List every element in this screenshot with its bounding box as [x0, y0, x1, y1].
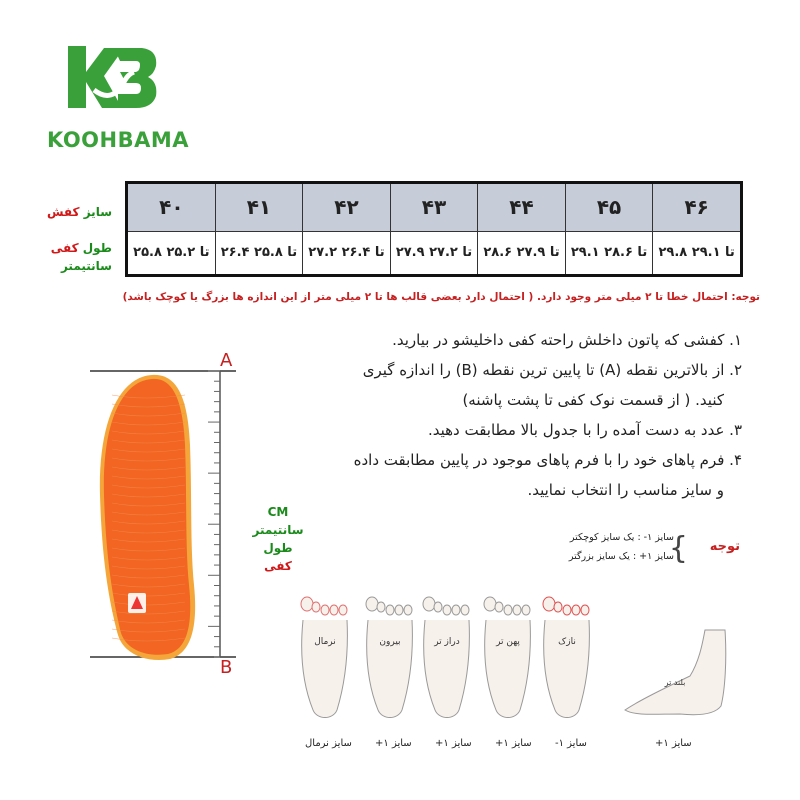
foot-type-label: بیرون — [379, 637, 401, 647]
note-title: توجه — [709, 539, 740, 554]
foot-side-drawing — [625, 630, 726, 715]
brace-icon: } — [668, 531, 688, 566]
foot-type-label: نرمال — [314, 637, 336, 647]
shoe-size-row-label — [47, 203, 112, 221]
length-cell: ۲۹.۱ تا ۲۸.۶ — [565, 231, 653, 275]
cm-label — [248, 503, 308, 575]
instruction-line: ۴. فرم پاهای خود را با فرم پاهای موجود در پایین مطابقت داده — [353, 451, 742, 469]
foot-type-label: بلند تر — [664, 678, 686, 687]
size-cell: ۴۵ — [565, 183, 653, 232]
instruction-line: ۲. از بالاترین نقطه (A) تا پایین ترین نقطه (B) را اندازه گیری — [362, 361, 742, 379]
foot-size-caption: سایز ۱+ — [375, 738, 412, 749]
foot-shapes-illustration — [295, 580, 735, 780]
note-item: سایز ۱- : یک سایز کوچکتر — [569, 532, 674, 543]
length-cell: ۲۸.۶ تا ۲۷.۹ — [478, 231, 566, 275]
size-table — [125, 181, 743, 277]
label-centimeter-word: سانتیمتر — [60, 259, 112, 273]
foot-size-caption: سایز ۱+ — [495, 738, 532, 749]
foot-drawing — [366, 597, 412, 718]
tolerance-note: توجه: احتمال خطا تا ۲ میلی متر وجود دارد. ( احتمال دارد بعضی قالب ها تا ۲ میلی متر از این اندازه ها بزرگ یا کوچک باشد) — [122, 291, 760, 303]
instruction-line: ۳. عدد به دست آمده را با جدول بالا مطابقت دهید. — [427, 421, 742, 439]
brand-logo — [38, 40, 198, 160]
insole-length-row-label — [51, 239, 112, 275]
instruction-line: و سایز مناسب را انتخاب نمایید. — [527, 481, 724, 499]
foot-size-caption: سایز نرمال — [305, 738, 352, 749]
foot-size-caption: سایز ۱- — [555, 738, 587, 749]
length-cell: ۲۷.۹ تا ۲۷.۲ — [390, 231, 478, 275]
label-shoe-word: کفش — [46, 205, 80, 219]
cm-insole-text: کفی — [264, 559, 292, 573]
note-item: سایز ۱+ : یک سایز بزرگتر — [568, 551, 674, 562]
foot-type-label: پهن تر — [496, 637, 520, 647]
koohbama-logo-icon — [64, 42, 160, 114]
point-a-label: A — [220, 350, 233, 371]
foot-size-caption: سایز ۱+ — [655, 738, 692, 749]
size-cell: ۴۳ — [390, 183, 478, 232]
length-cell: ۲۷.۲ تا ۲۶.۴ — [303, 231, 391, 275]
point-b-label: B — [220, 657, 233, 678]
cm-centimeter-text: سانتیمتر — [252, 523, 304, 537]
cm-length-text: طول — [263, 541, 293, 555]
measurement-instructions — [302, 325, 742, 505]
length-cell: ۲۵.۸ تا ۲۵.۲ — [127, 231, 216, 275]
insole-ruler-illustration — [90, 355, 250, 685]
foot-drawing — [423, 597, 469, 718]
size-cell: ۴۴ — [478, 183, 566, 232]
instruction-line: کنید. ( از قسمت نوک کفی تا پشت پاشنه) — [462, 391, 724, 409]
foot-type-label: نازک — [558, 637, 576, 647]
size-adjust-note — [560, 527, 740, 577]
label-insole-word: کفی — [50, 241, 79, 255]
label-length-word: طول — [82, 241, 112, 255]
cm-unit-text: CM — [267, 505, 289, 519]
size-cell: ۴۲ — [303, 183, 391, 232]
size-cell: ۴۰ — [127, 183, 216, 232]
foot-size-caption: سایز ۱+ — [435, 738, 472, 749]
foot-drawing — [301, 597, 347, 718]
brand-name: KOOHBAMA — [46, 128, 190, 152]
size-cell: ۴۶ — [653, 183, 742, 232]
size-cell: ۴۱ — [215, 183, 303, 232]
foot-drawing — [543, 597, 589, 718]
size-row — [127, 183, 742, 232]
length-cell: ۲۹.۸ تا ۲۹.۱ — [653, 231, 742, 275]
foot-type-label: دراز تر — [434, 637, 460, 647]
length-row — [127, 231, 742, 275]
label-size-word: سایز — [83, 205, 112, 219]
instruction-line: ۱. کفشی که پاتون داخلش راحته کفی داخلیشو در بیارید. — [392, 331, 742, 349]
length-cell: ۲۶.۴ تا ۲۵.۸ — [215, 231, 303, 275]
foot-drawing — [484, 597, 530, 718]
